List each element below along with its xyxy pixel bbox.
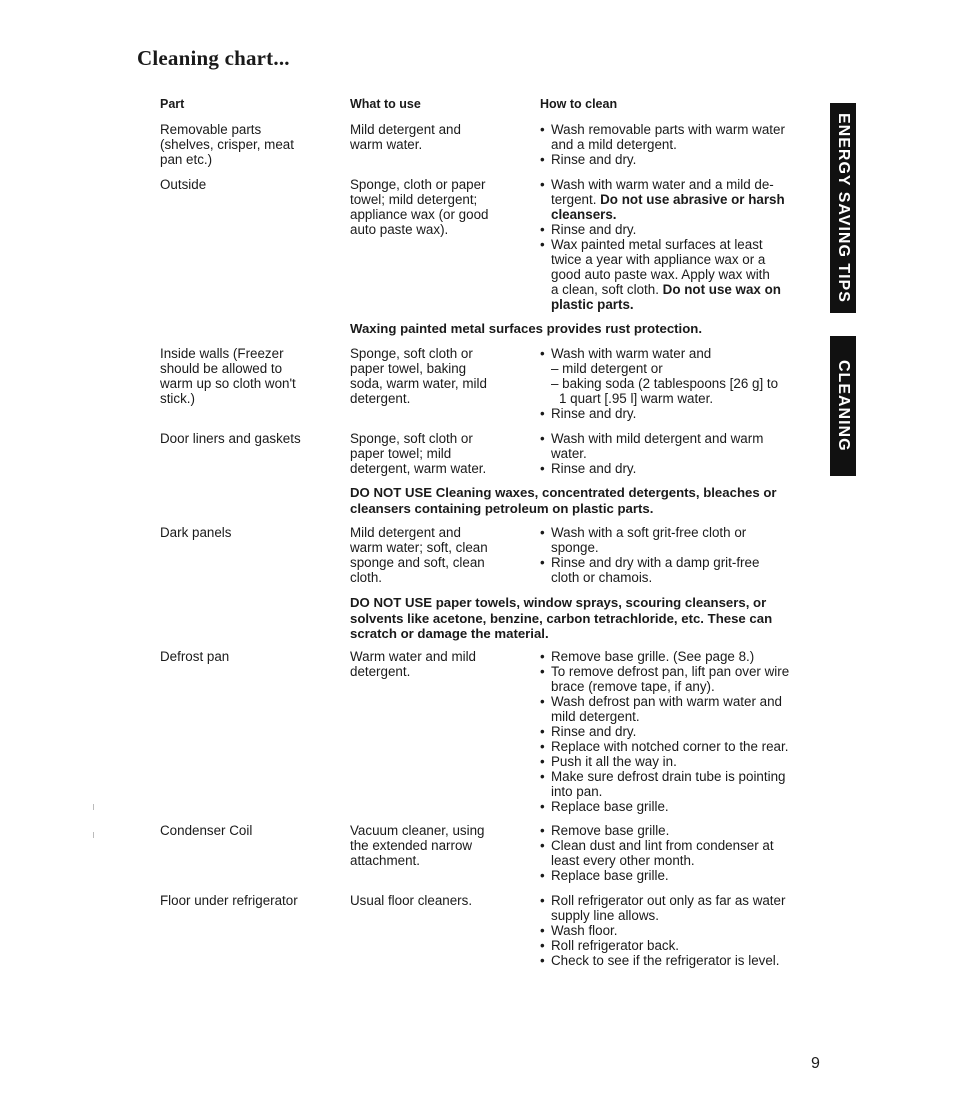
text-line: pan etc.) (160, 152, 213, 167)
part-inside-walls (160, 346, 325, 406)
part-outside: Outside (160, 177, 207, 192)
list-item: • Rinse and dry with a damp grit-free cloth or chamois. (540, 555, 805, 585)
list-item: • Rinse and dry. (540, 461, 805, 476)
list-item: • Replace with notched corner to the rear. (540, 739, 805, 754)
list-item: • Wash with warm water and a mild de- tergent. Do not use abrasive or harsh cleansers. (540, 177, 805, 222)
list-item: • Wash removable parts with warm water and a mild detergent. (540, 122, 805, 152)
list-item: • Check to see if the refrigerator is level. (540, 953, 805, 968)
part-condenser-coil: Condenser Coil (160, 823, 253, 838)
text-line: auto paste wax). (350, 222, 449, 237)
list-item: • Roll refrigerator back. (540, 938, 805, 953)
list-item: • Remove base grille. (See page 8.) (540, 649, 805, 664)
list-item: • Wax painted metal surfaces at least twice a year with appliance wax or a good auto paste wax. Apply wax with a clean, soft cloth. Do not use wax on plastic parts. (540, 237, 805, 312)
text-line: Sponge, soft cloth or (350, 431, 473, 446)
list-item: • Roll refrigerator out only as far as water supply line allows. (540, 893, 805, 923)
text-line: detergent. (350, 391, 411, 406)
column-header-how-to-clean: How to clean (540, 97, 618, 111)
what-removable-parts (350, 122, 525, 152)
text-line: should be allowed to (160, 361, 283, 376)
what-floor: Usual floor cleaners. (350, 893, 473, 908)
text-line: sponge and soft, clean (350, 555, 485, 570)
text-line: Removable parts (160, 122, 262, 137)
what-condenser-coil (350, 823, 525, 868)
list-item: • Replace base grille. (540, 799, 805, 814)
how-dark-panels (540, 525, 805, 585)
text-line: warm water. (350, 137, 423, 152)
page-number: 9 (811, 1055, 820, 1072)
list-item: • Wash defrost pan with warm water and mild detergent. (540, 694, 805, 724)
how-floor (540, 893, 805, 968)
list-item: • Wash with warm water and (540, 346, 805, 361)
text-line: Mild detergent and (350, 122, 461, 137)
what-defrost-pan (350, 649, 525, 679)
column-header-part: Part (160, 97, 185, 111)
text-line: Sponge, cloth or paper (350, 177, 486, 192)
how-defrost-pan (540, 649, 805, 814)
text-line: Mild detergent and (350, 525, 461, 540)
list-item: • To remove defrost pan, lift pan over wire brace (remove tape, if any). (540, 664, 805, 694)
list-item: • Replace base grille. (540, 868, 805, 883)
tab-label: CLEANING (835, 360, 852, 452)
part-defrost-pan: Defrost pan (160, 649, 230, 664)
text-line: warm up so cloth won't (160, 376, 296, 391)
part-dark-panels: Dark panels (160, 525, 232, 540)
part-floor: Floor under refrigerator (160, 893, 298, 908)
text-line: attachment. (350, 853, 420, 868)
list-item: • Rinse and dry. (540, 152, 805, 167)
text-line: Sponge, soft cloth or (350, 346, 473, 361)
note-no-towels: DO NOT USE paper towels, window sprays, scouring cleansers, or solvents like acetone, benzine, carbon tetrachloride, etc. These can scratch or damage the material. (350, 595, 773, 641)
what-door-liners (350, 431, 525, 476)
part-door-liners: Door liners and gaskets (160, 431, 301, 446)
scan-mark (93, 804, 94, 810)
text-line: stick.) (160, 391, 195, 406)
list-item: • Wash with mild detergent and warm water. (540, 431, 805, 461)
list-item: • Rinse and dry. (540, 724, 805, 739)
how-door-liners (540, 431, 805, 476)
part-removable-parts (160, 122, 325, 167)
how-removable-parts (540, 122, 805, 167)
what-outside (350, 177, 525, 237)
what-inside-walls (350, 346, 525, 406)
list-item: • Make sure defrost drain tube is pointing into pan. (540, 769, 805, 799)
text-line: paper towel, baking (350, 361, 467, 376)
list-item: • Rinse and dry. (540, 222, 805, 237)
what-dark-panels (350, 525, 525, 585)
how-outside (540, 177, 805, 312)
page-title: Cleaning chart... (137, 46, 290, 70)
text-line: cloth. (350, 570, 383, 585)
text-line: towel; mild detergent; (350, 192, 478, 207)
list-item: • Wash floor. (540, 923, 805, 938)
list-item: • Rinse and dry. (540, 406, 805, 421)
list-item: – mild detergent or (551, 361, 663, 376)
how-condenser-coil (540, 823, 805, 883)
text-line: detergent, warm water. (350, 461, 487, 476)
text-line: the extended narrow (350, 838, 473, 853)
text-line: warm water; soft, clean (350, 540, 488, 555)
text-line: Warm water and mild (350, 649, 477, 664)
note-no-waxes: DO NOT USE Cleaning waxes, concentrated detergents, bleaches or cleansers containing petroleum on plastic parts. (350, 485, 777, 516)
column-header-what-to-use: What to use (350, 97, 421, 111)
tab-energy-saving-tips (830, 103, 856, 313)
text-line: soda, warm water, mild (350, 376, 487, 391)
list-item: • Clean dust and lint from condenser at least every other month. (540, 838, 805, 868)
text-line: Inside walls (Freezer (160, 346, 284, 361)
scan-mark (93, 832, 94, 838)
list-item: • Wash with a soft grit-free cloth or sponge. (540, 525, 805, 555)
text-line: detergent. (350, 664, 411, 679)
tab-label: ENERGY SAVING TIPS (835, 113, 852, 303)
text-line: appliance wax (or good (350, 207, 489, 222)
text-line: (shelves, crisper, meat (160, 137, 294, 152)
list-item: • Remove base grille. (540, 823, 805, 838)
text-line: Vacuum cleaner, using (350, 823, 485, 838)
list-item: – baking soda (2 tablespoons [26 g] to 1 quart [.95 l] warm water. (551, 376, 779, 406)
text-line: paper towel; mild (350, 446, 452, 461)
how-inside-walls (540, 346, 805, 421)
note-waxing: Waxing painted metal surfaces provides rust protection. (350, 321, 702, 336)
list-item: • Push it all the way in. (540, 754, 805, 769)
tab-cleaning (830, 336, 856, 476)
